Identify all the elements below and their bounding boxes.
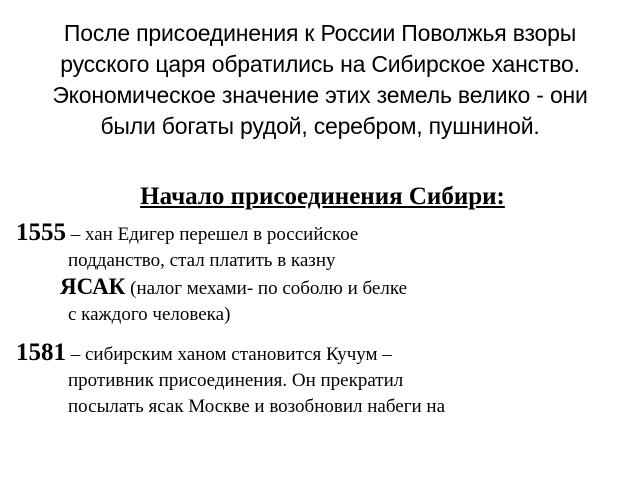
entry-1581-line2: противник присоединения. Он прекратил — [68, 370, 404, 391]
entry-1581-line2-wrap — [16, 368, 635, 394]
entry-1581 — [10, 340, 635, 420]
yasak-keyword: ЯСАК — [60, 274, 126, 299]
body-block — [10, 182, 635, 420]
section-heading: Начало присоединения Сибири: — [140, 183, 505, 210]
entry-1581-line3: посылать ясак Москве и возобновил набеги на — [68, 396, 446, 417]
entry-1581-line1: – сибирским ханом становится Кучум – — [66, 344, 392, 365]
entry-1555-line4-wrap — [16, 302, 635, 328]
year-1555: 1555 — [16, 219, 66, 246]
year-1581: 1581 — [16, 339, 66, 366]
entry-1555-line3-wrap — [16, 274, 635, 302]
entry-1555-line2: подданство, стал платить в казну — [68, 250, 336, 271]
entry-1555-line3: (налог мехами- по соболю и белке — [125, 278, 408, 299]
entry-1555 — [10, 220, 635, 328]
entry-1555-line1: – хан Едигер перешел в российское — [66, 224, 359, 245]
entry-1581-line3-wrap — [16, 394, 635, 420]
entry-1555-line4: с каждого человека) — [68, 304, 231, 325]
entry-1555-line2-wrap — [16, 248, 635, 274]
intro-paragraph: После присоединения к России Поволжья взоры русского царя обратились на Сибирское ханство. Экономическое значение этих земель велико - они были богаты рудой, серебром, пушниной. — [52, 20, 588, 139]
